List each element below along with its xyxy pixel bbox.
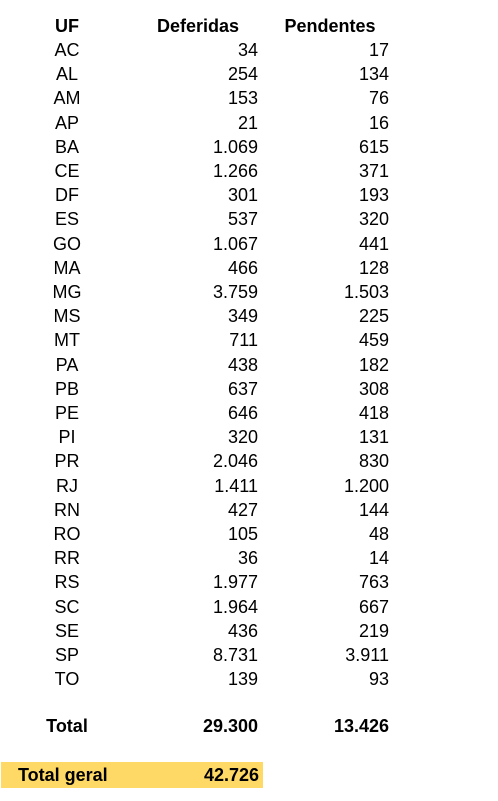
cell-uf: TO	[54, 669, 80, 690]
cell-uf: MG	[52, 282, 82, 302]
cell-deferidas: 320	[227, 427, 258, 448]
cell-deferidas: 349	[227, 306, 258, 327]
cell-uf: RS	[54, 572, 80, 593]
table-row	[0, 498, 498, 522]
cell-uf: MT	[54, 330, 80, 351]
grand-total-value: 42.726	[203, 765, 259, 785]
cell-deferidas: 139	[227, 669, 258, 690]
cell-uf: RO	[53, 524, 81, 544]
table-row	[0, 401, 498, 425]
cell-pendentes: 16	[368, 112, 389, 133]
table-row	[0, 353, 498, 377]
cell-deferidas: 1.411	[214, 475, 258, 496]
table-row	[0, 425, 498, 449]
cell-pendentes: 763	[358, 572, 389, 593]
cell-uf: MS	[53, 306, 81, 327]
cell-deferidas: 1.067	[212, 233, 258, 254]
cell-pendentes: 193	[358, 185, 389, 206]
cell-deferidas: 537	[227, 209, 258, 230]
table-row	[0, 256, 498, 280]
cell-uf: SP	[54, 645, 79, 665]
cell-uf: AC	[54, 40, 80, 60]
table-row	[0, 280, 498, 304]
header-pendentes: Pendentes	[284, 16, 376, 36]
table-row	[0, 546, 498, 570]
cell-deferidas: 153	[227, 88, 258, 109]
cell-pendentes: 3.911	[345, 645, 389, 665]
table-row	[0, 328, 498, 352]
cell-pendentes: 219	[358, 620, 389, 641]
cell-uf: ES	[54, 209, 79, 230]
cell-deferidas: 36	[237, 548, 258, 569]
cell-pendentes: 830	[358, 451, 389, 472]
cell-pendentes: 320	[358, 209, 389, 230]
cell-uf: PA	[55, 354, 79, 375]
cell-pendentes: 1.200	[343, 475, 389, 496]
cell-uf: CE	[54, 161, 80, 181]
grand-total-label: Total geral	[18, 765, 108, 785]
cell-deferidas: 1.964	[212, 596, 258, 617]
cell-uf: GO	[52, 233, 81, 254]
cell-deferidas: 427	[227, 499, 258, 520]
table-row	[0, 135, 498, 159]
cell-deferidas: 254	[227, 64, 258, 85]
cell-pendentes: 93	[368, 669, 389, 690]
table-row	[0, 643, 498, 667]
cell-pendentes: 371	[358, 161, 389, 181]
table-row	[0, 232, 498, 256]
cell-pendentes: 48	[368, 524, 389, 544]
cell-pendentes: 134	[358, 64, 389, 85]
cell-deferidas: 105	[227, 524, 258, 544]
cell-uf: RN	[54, 499, 80, 520]
cell-deferidas: 436	[227, 620, 258, 641]
table-row	[0, 111, 498, 135]
cell-pendentes: 615	[358, 136, 389, 157]
cell-deferidas: 8.731	[212, 645, 258, 665]
table-row	[0, 38, 498, 62]
cell-uf: RR	[54, 548, 80, 569]
table-header	[0, 14, 498, 38]
cell-uf: SC	[54, 596, 80, 617]
cell-deferidas: 34	[237, 40, 258, 60]
cell-uf: AL	[55, 64, 79, 85]
cell-deferidas: 637	[227, 378, 258, 399]
cell-pendentes: 667	[358, 596, 389, 617]
cell-uf: MA	[53, 257, 81, 278]
table-row	[0, 474, 498, 498]
table-row	[0, 595, 498, 619]
cell-pendentes: 225	[358, 306, 389, 327]
total-label: Total	[46, 716, 88, 736]
cell-pendentes: 144	[358, 499, 389, 520]
cell-pendentes: 131	[358, 427, 389, 448]
total-row	[0, 714, 498, 738]
table-row	[0, 667, 498, 691]
grand-total-row	[1, 762, 263, 788]
cell-uf: PE	[54, 403, 79, 423]
cell-uf: DF	[55, 185, 79, 206]
cell-pendentes: 182	[358, 354, 389, 375]
cell-uf: PB	[54, 378, 79, 399]
cell-pendentes: 14	[368, 548, 389, 569]
cell-pendentes: 441	[358, 233, 389, 254]
cell-deferidas: 2.046	[212, 451, 258, 472]
header-uf: UF	[55, 16, 79, 36]
table-row	[0, 522, 498, 546]
cell-deferidas: 1.266	[212, 161, 258, 181]
table-row	[0, 62, 498, 86]
cell-pendentes: 128	[358, 257, 389, 278]
table-row	[0, 570, 498, 594]
table-row	[0, 86, 498, 110]
table-row	[0, 159, 498, 183]
cell-uf: PR	[54, 451, 80, 472]
table-row	[0, 377, 498, 401]
cell-deferidas: 466	[227, 257, 258, 278]
table-row	[0, 183, 498, 207]
table-row	[0, 619, 498, 643]
cell-uf: RJ	[56, 475, 78, 496]
table-row	[0, 207, 498, 231]
cell-deferidas: 438	[227, 354, 258, 375]
cell-uf: BA	[54, 136, 79, 157]
cell-pendentes: 17	[368, 40, 389, 60]
table-row	[0, 449, 498, 473]
total-deferidas: 29.300	[202, 716, 258, 736]
cell-deferidas: 1.069	[212, 136, 258, 157]
cell-deferidas: 646	[227, 403, 258, 423]
cell-deferidas: 21	[237, 112, 258, 133]
cell-deferidas: 1.977	[212, 572, 258, 593]
cell-pendentes: 308	[358, 378, 389, 399]
table-row	[0, 304, 498, 328]
cell-uf: PI	[58, 427, 76, 448]
cell-pendentes: 1.503	[343, 282, 389, 302]
header-deferidas: Deferidas	[156, 16, 240, 36]
cell-deferidas: 711	[229, 330, 258, 351]
cell-deferidas: 301	[227, 185, 258, 206]
cell-uf: SE	[54, 620, 79, 641]
cell-uf: AP	[54, 112, 79, 133]
cell-deferidas: 3.759	[212, 282, 258, 302]
cell-pendentes: 418	[358, 403, 389, 423]
total-pendentes: 13.426	[333, 716, 389, 736]
cell-pendentes: 76	[368, 88, 389, 109]
cell-pendentes: 459	[358, 330, 389, 351]
cell-uf: AM	[53, 88, 81, 109]
